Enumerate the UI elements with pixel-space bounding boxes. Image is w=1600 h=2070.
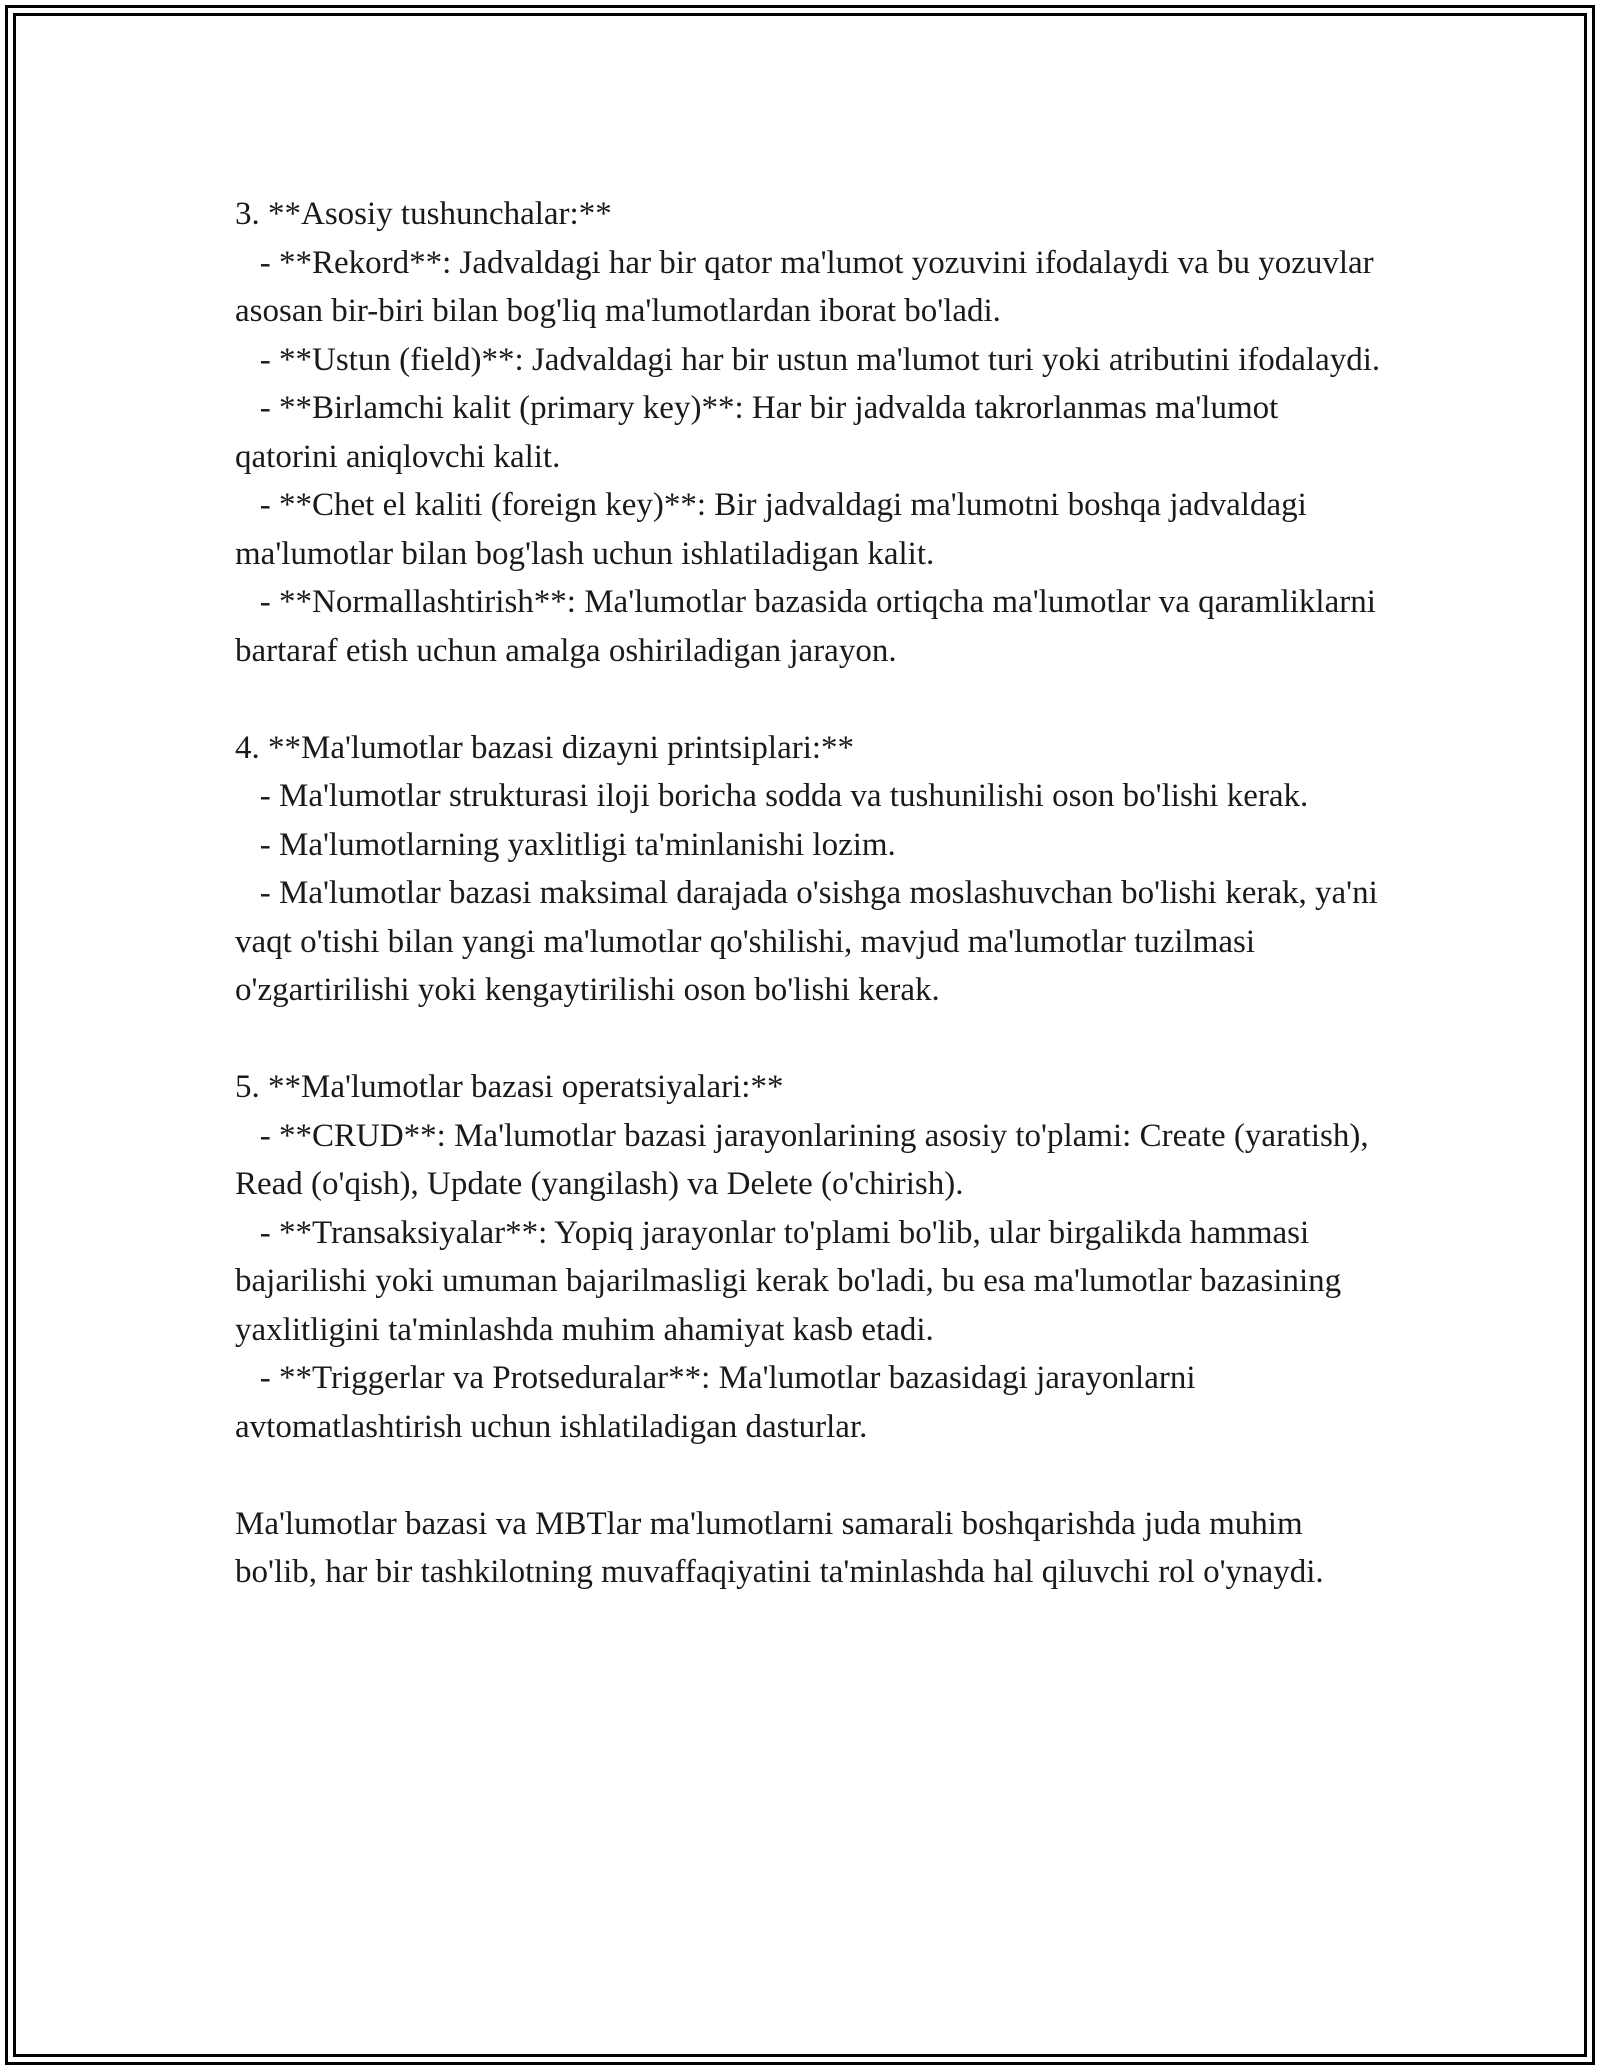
list-item: - **Ustun (field)**: Jadvaldagi har bir ustun ma'lumot turi yoki atributini ifodalaydi. <box>235 341 1381 378</box>
list-item: - **Chet el kaliti (foreign key)**: Bir jadvaldagi ma'lumotni boshqa jadvaldagi ma'lumotlar bilan bog'lash uchun ishlatiladigan kalit. <box>235 487 1316 572</box>
section-heading: 5. **Ma'lumotlar bazasi operatsiyalari:** <box>235 1069 784 1105</box>
list-item: - **Rekord**: Jadvaldagi har bir qator ma'lumot yozuvini ifodalaydi va bu yozuvlar asosan bir-biri bilan bog'liq ma'lumotlardan iborat bo'ladi. <box>235 244 1382 329</box>
section-operations <box>235 1063 1385 1451</box>
list-item: - Ma'lumotlarning yaxlitligi ta'minlanishi lozim. <box>235 826 896 863</box>
closing-paragraph: Ma'lumotlar bazasi va MBTlar ma'lumotlarni samarali boshqarishda juda muhim bo'lib, har bir tashkilotning muvaffaqiyatini ta'minlashda hal qiluvchi rol o'ynaydi. <box>235 1505 1324 1590</box>
section-design-principles <box>235 724 1385 1015</box>
closing-paragraph-block <box>235 1500 1385 1597</box>
list-item: - **Birlamchi kalit (primary key)**: Har bir jadvalda takrorlanmas ma'lumot qatorini aniqlovchi kalit. <box>235 390 1287 475</box>
section-heading: 3. **Asosiy tushunchalar:** <box>235 196 612 232</box>
section-basic-concepts <box>235 190 1385 675</box>
document-body <box>235 190 1385 1645</box>
list-item: - Ma'lumotlar bazasi maksimal darajada o'sishga moslashuvchan bo'lishi kerak, ya'ni vaqt o'tishi bilan yangi ma'lumotlar qo'shilishi, mavjud ma'lumotlar tuzilmasi o'zgartirilishi yoki kengaytirilishi oson bo'lishi kerak. <box>235 875 1386 1008</box>
list-item: - **Transaksiyalar**: Yopiq jarayonlar to'plami bo'lib, ular birgalikda hammasi bajarilishi yoki umuman bajarilmasligi kerak bo'ladi, bu esa ma'lumotlar bazasining yaxlitligini ta'minlashda muhim ahamiyat kasb etadi. <box>235 1214 1350 1348</box>
section-heading: 4. **Ma'lumotlar bazasi dizayni printsiplari:** <box>235 729 855 766</box>
list-item: - Ma'lumotlar strukturasi iloji boricha sodda va tushunilishi oson bo'lishi kerak. <box>235 778 1309 814</box>
list-item: - **Triggerlar va Protseduralar**: Ma'lumotlar bazasidagi jarayonlarni avtomatlashtirish uchun ishlatiladigan dasturlar. <box>235 1360 1204 1445</box>
list-item: - **CRUD**: Ma'lumotlar bazasi jarayonlarining asosiy to'plami: Create (yaratish), Read (o'qish), Update (yangilash) va Delete (o'chirish). <box>235 1117 1377 1202</box>
list-item: - **Normallashtirish**: Ma'lumotlar bazasida ortiqcha ma'lumotlar va qaramliklarni bartaraf etish uchun amalga oshiriladigan jarayon. <box>235 584 1385 669</box>
